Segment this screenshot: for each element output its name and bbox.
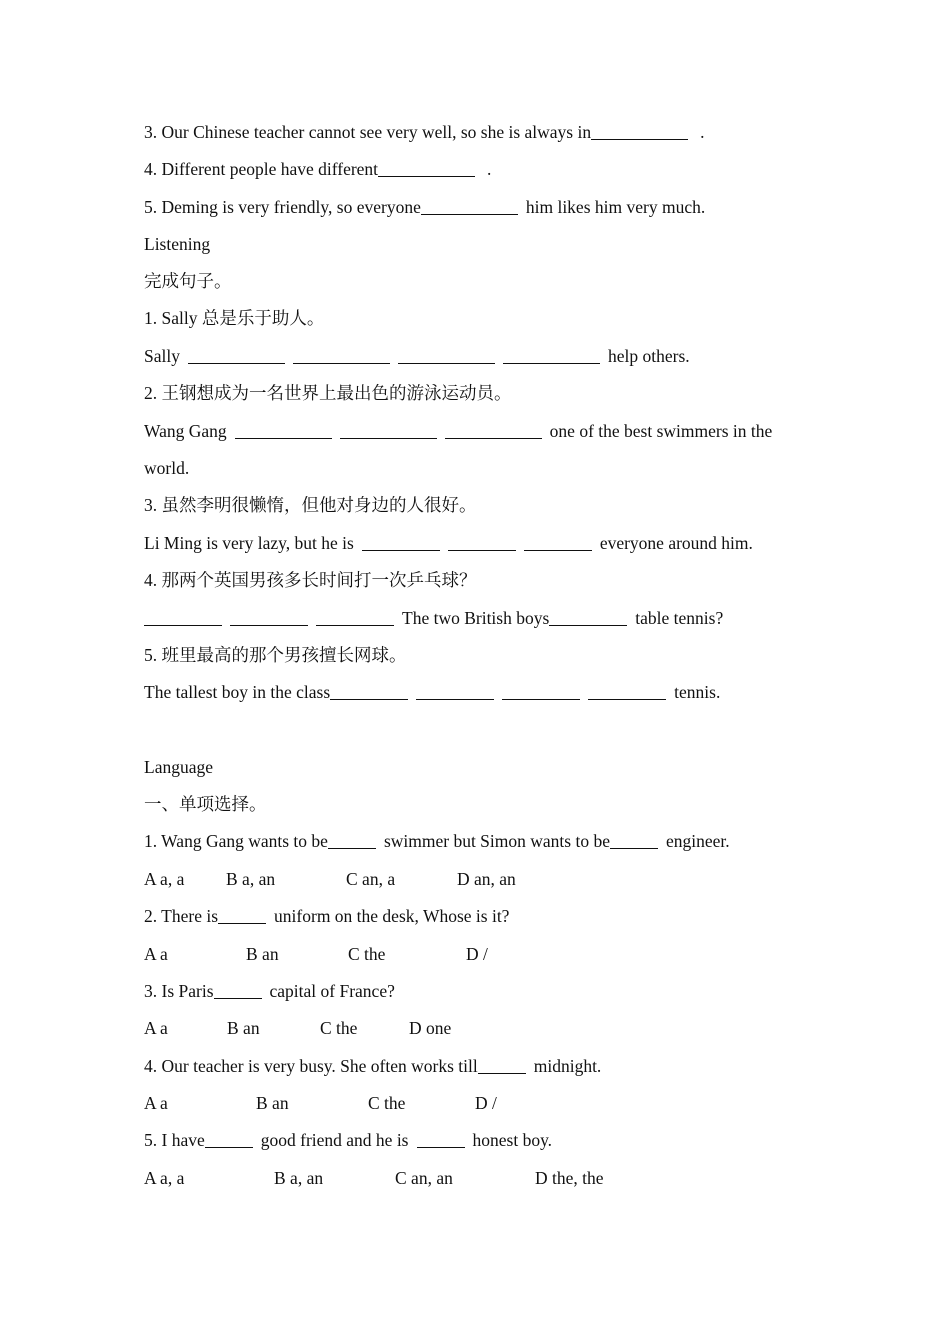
- listening-item-3-en: [144, 532, 753, 554]
- answer-blank[interactable]: [610, 832, 658, 849]
- answer-blank[interactable]: [421, 198, 518, 215]
- mc-options-1: [144, 868, 516, 890]
- option-d[interactable]: D one: [409, 1018, 452, 1038]
- language-heading: Language: [144, 757, 213, 777]
- answer-blank[interactable]: [340, 422, 437, 439]
- answer-blank[interactable]: [416, 683, 494, 700]
- sentence-start: The tallest boy in the class: [144, 682, 331, 702]
- option-b[interactable]: B a, an: [226, 869, 276, 889]
- question-stem: uniform on the desk, Whose is it?: [274, 906, 510, 926]
- option-b[interactable]: B an: [246, 944, 279, 964]
- answer-blank[interactable]: [293, 347, 390, 364]
- answer-blank[interactable]: [502, 683, 580, 700]
- option-d[interactable]: D an, an: [457, 869, 516, 889]
- mc-options-2: [144, 943, 488, 965]
- option-b[interactable]: B an: [227, 1018, 260, 1038]
- sentence-start: Li Ming is very lazy, but he is: [144, 533, 354, 553]
- answer-blank[interactable]: [230, 609, 308, 626]
- answer-blank[interactable]: [398, 347, 495, 364]
- answer-blank[interactable]: [503, 347, 600, 364]
- mc-options-5: [144, 1167, 604, 1189]
- question-text: 5. Deming is very friendly, so everyone: [144, 197, 421, 217]
- option-a[interactable]: A a: [144, 1018, 168, 1038]
- listening-item-2-continued: world.: [144, 458, 190, 478]
- mc-question-4: [144, 1055, 601, 1077]
- answer-blank[interactable]: [330, 683, 408, 700]
- listening-item-4-en: [144, 607, 723, 629]
- answer-blank[interactable]: [205, 1131, 253, 1148]
- option-c[interactable]: C the: [320, 1018, 358, 1038]
- answer-blank[interactable]: [362, 534, 440, 551]
- question-5: [144, 196, 705, 218]
- mc-question-3: [144, 980, 395, 1002]
- question-end: .: [487, 159, 492, 179]
- question-stem: 4. Our teacher is very busy. She often works till: [144, 1056, 478, 1076]
- mc-question-5: [144, 1129, 552, 1151]
- question-stem: midnight.: [533, 1056, 602, 1076]
- option-c[interactable]: C an, a: [346, 869, 396, 889]
- option-a[interactable]: A a: [144, 944, 168, 964]
- answer-blank[interactable]: [591, 123, 688, 140]
- option-b[interactable]: B a, an: [274, 1168, 324, 1188]
- answer-blank[interactable]: [188, 347, 285, 364]
- listening-instruction: 完成句子。: [144, 271, 232, 291]
- answer-blank[interactable]: [524, 534, 592, 551]
- answer-blank[interactable]: [378, 160, 475, 177]
- question-stem: good friend and he is: [260, 1130, 409, 1150]
- sentence-start: Sally: [144, 346, 180, 366]
- answer-blank[interactable]: [235, 422, 332, 439]
- question-stem: engineer.: [665, 831, 730, 851]
- option-d[interactable]: D /: [466, 944, 488, 964]
- answer-blank[interactable]: [478, 1057, 526, 1074]
- option-a[interactable]: A a, a: [144, 869, 185, 889]
- sentence-end: everyone around him.: [599, 533, 753, 553]
- question-end: .: [700, 122, 705, 142]
- sentence-end: help others.: [607, 346, 690, 366]
- answer-blank[interactable]: [328, 832, 376, 849]
- question-stem: 1. Wang Gang wants to be: [144, 831, 328, 851]
- mc-question-2: [144, 905, 509, 927]
- question-3: [144, 121, 704, 143]
- listening-item-2-en: [144, 420, 772, 442]
- mc-options-4: [144, 1092, 497, 1114]
- sentence-end: one of the best swimmers in the: [549, 421, 773, 441]
- question-stem: capital of France?: [269, 981, 395, 1001]
- question-stem: honest boy.: [472, 1130, 553, 1150]
- listening-item-2-cn: 2. 王钢想成为一名世界上最出色的游泳运动员。: [144, 383, 512, 403]
- option-c[interactable]: C an, an: [395, 1168, 453, 1188]
- answer-blank[interactable]: [417, 1131, 465, 1148]
- sentence-start: Wang Gang: [144, 421, 227, 441]
- option-d[interactable]: D /: [475, 1093, 497, 1113]
- answer-blank[interactable]: [214, 982, 262, 999]
- option-b[interactable]: B an: [256, 1093, 289, 1113]
- listening-item-5-en: [144, 681, 720, 703]
- question-4: [144, 158, 491, 180]
- listening-item-1-en: [144, 345, 690, 367]
- question-end: him likes him very much.: [525, 197, 706, 217]
- option-c[interactable]: C the: [368, 1093, 406, 1113]
- option-a[interactable]: A a: [144, 1093, 168, 1113]
- answer-blank[interactable]: [316, 609, 394, 626]
- language-instruction: 一、单项选择。: [144, 794, 267, 814]
- sentence-end: tennis.: [674, 682, 721, 702]
- listening-item-4-cn: 4. 那两个英国男孩多长时间打一次乒乓球？: [144, 570, 477, 590]
- listening-item-3-cn: 3. 虽然李明很懒惰，但他对身边的人很好。: [144, 495, 477, 515]
- answer-blank[interactable]: [144, 609, 222, 626]
- question-text: 3. Our Chinese teacher cannot see very well, so she is always in: [144, 122, 592, 142]
- answer-blank[interactable]: [588, 683, 666, 700]
- listening-heading: Listening: [144, 234, 211, 254]
- question-stem: 5. I have: [144, 1130, 205, 1150]
- mc-question-1: [144, 830, 730, 852]
- question-stem: swimmer but Simon wants to be: [383, 831, 610, 851]
- question-text: 4. Different people have different: [144, 159, 379, 179]
- answer-blank[interactable]: [448, 534, 516, 551]
- sentence-end: table tennis?: [635, 608, 724, 628]
- option-d[interactable]: D the, the: [535, 1168, 604, 1188]
- question-stem: 3. Is Paris: [144, 981, 214, 1001]
- answer-blank[interactable]: [445, 422, 542, 439]
- listening-item-1-cn: 1. Sally 总是乐于助人。: [144, 308, 325, 328]
- sentence-middle: The two British boys: [402, 608, 550, 628]
- listening-item-5-cn: 5. 班里最高的那个男孩擅长网球。: [144, 645, 407, 665]
- mc-options-3: [144, 1017, 451, 1039]
- question-stem: 2. There is: [144, 906, 219, 926]
- option-c[interactable]: C the: [348, 944, 386, 964]
- answer-blank[interactable]: [218, 907, 266, 924]
- option-a[interactable]: A a, a: [144, 1168, 185, 1188]
- answer-blank[interactable]: [549, 609, 627, 626]
